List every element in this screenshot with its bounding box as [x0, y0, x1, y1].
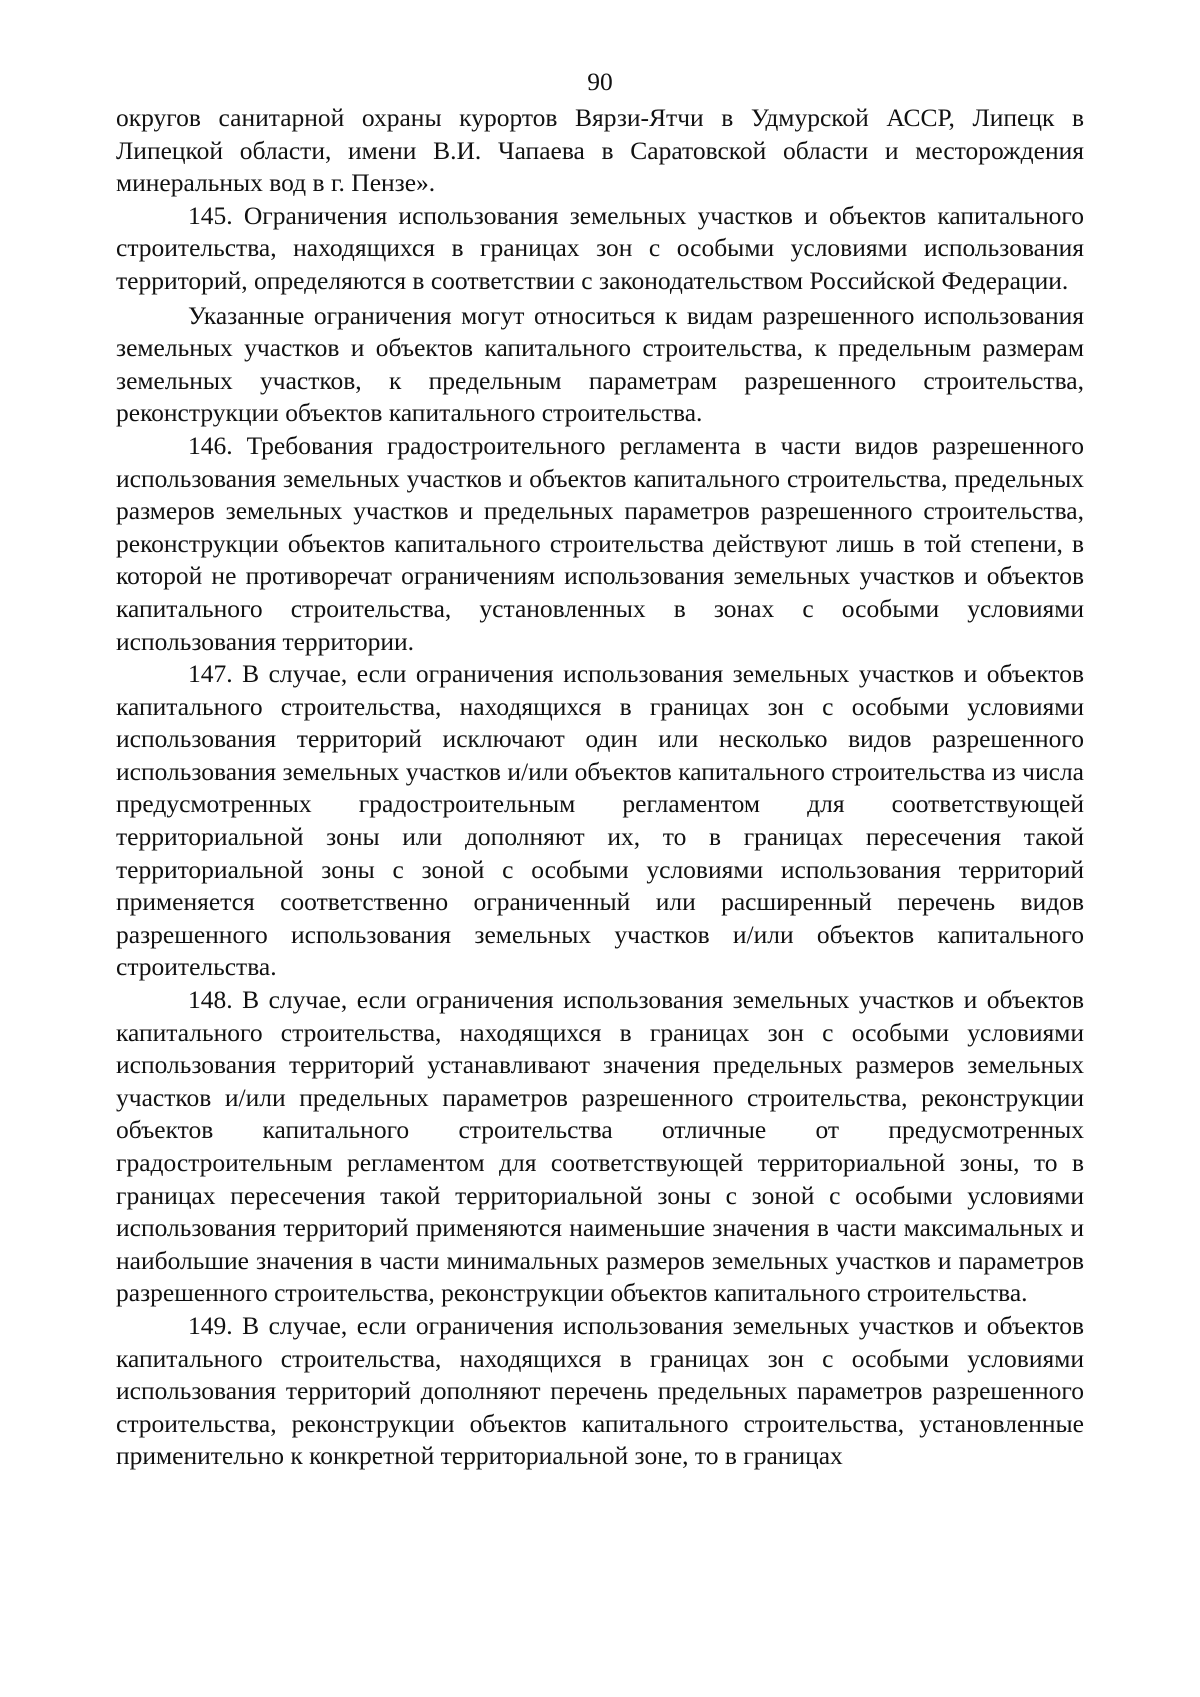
paragraph-147: 147. В случае, если ограничения использования земельных участков и объектов капитального строительства, находящихся в границах зон с особыми условиями использования территорий исключают один или несколько видов разрешенного использования земельных участков и/или объектов капитального строительства из числа предусмотренных градостроительным регламентом для соответствующей территориальной зоны или дополняют их, то в границах пересечения такой территориальной зоны с зоной с особыми условиями использования территорий применяется соответственно ограниченный или расширенный перечень видов разрешенного использования земельных участков и/или объектов капитального строительства. [116, 659, 1084, 982]
paragraph-149: 149. В случае, если ограничения использования земельных участков и объектов капитального строительства, находящихся в границах зон с особыми условиями использования территорий дополняют перечень предельных параметров разрешенного строительства, реконструкции объектов капитального строительства, установленные применительно к конкретной территориальной зоне, то в границах [116, 1310, 1084, 1471]
document-page [116, 66, 1084, 1473]
paragraph-146: 146. Требования градостроительного регламента в части видов разрешенного использования земельных участков и объектов капитального строительства, предельных размеров земельных участков и предельных параметров разрешенного строительства, реконструкции объектов капитального строительства действуют лишь в той степени, в которой не противоречат ограничениям использования земельных участков и объектов капитального строительства, установленных в зонах с особыми условиями использования территории. [116, 430, 1084, 656]
paragraph-145-restrictions: Указанные ограничения могут относиться к видам разрешенного использования земельных участков и объектов капитального строительства, к предельным размерам земельных участков, к предельным параметрам разрешенного строительства, реконструкции объектов капитального строительства. [116, 300, 1084, 428]
paragraph-148: 148. В случае, если ограничения использования земельных участков и объектов капитального строительства, находящихся в границах зон с особыми условиями использования территорий устанавливают значения предельных размеров земельных участков и/или предельных параметров разрешенного строительства, реконструкции объектов капитального строительства отличные от предусмотренных градостроительным регламентом для соответствующей территориальной зоны, то в границах пересечения такой территориальной зоны с зоной с особыми условиями использования территорий применяются наименьшие значения в части максимальных и наибольшие значения в части минимальных размеров земельных участков и параметров разрешенного строительства, реконструкции объектов капитального строительства. [116, 985, 1084, 1308]
page-number: 90 [587, 67, 613, 96]
paragraph-continuation: округов санитарной охраны курортов Вярзи-Ятчи в Удмурской АССР, Липецк в Липецкой области, имени В.И. Чапаева в Саратовской области и месторождения минеральных вод в г. Пензе». [116, 103, 1084, 198]
paragraph-145: 145. Ограничения использования земельных участков и объектов капитального строительства, находящихся в границах зон с особыми условиями использования территорий, определяются в соответствии с законодательством Российской Федерации. [116, 200, 1084, 295]
